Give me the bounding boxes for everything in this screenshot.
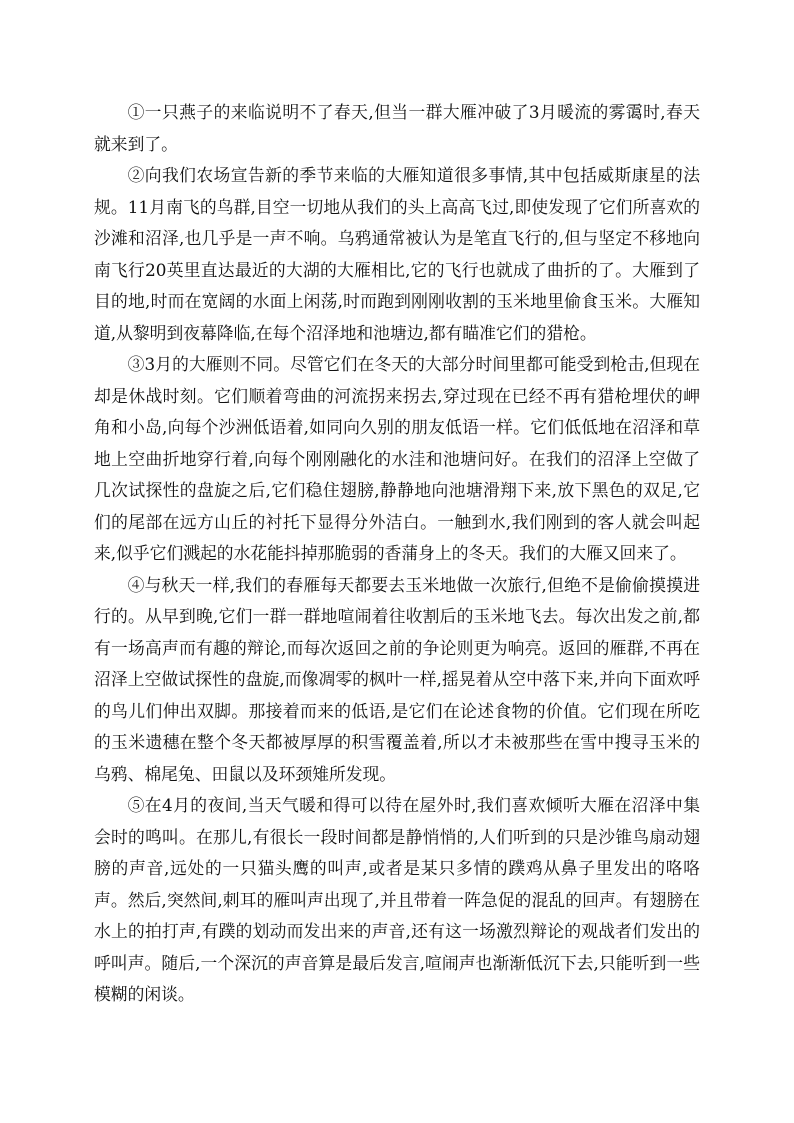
article-body [94,97,700,1011]
paragraph-1: ①一只燕子的来临说明不了春天,但当一群大雁冲破了3月暖流的雾霭时,春天就来到了。 [94,102,700,154]
paragraph-5: ⑤在4月的夜间,当天气暖和得可以待在屋外时,我们喜欢倾听大雁在沼泽中集会时的鸣叫。在那儿,有很长一段时间都是静悄悄的,人们听到的只是沙锥鸟扇动翅膀的声音,远处的一只猫头鹰的叫声,或者是某只多情的蹼鸡从鼻子里发出的咯咯声。然后,突然间,刺耳的雁叫声出现了,并且带着一阵急促的混乱的回声。有翅膀在水上的拍打声,有蹼的划动而发出来的声音,还有这一场激烈辩论的观战者们发出的呼叫声。随后,一个深沉的声音算是最后发言,喧闹声也渐渐低沉下去,只能听到一些模糊的闲谈。 [94,795,700,1004]
paragraph-3: ③3月的大雁则不同。尽管它们在冬天的大部分时间里都可能受到枪击,但现在却是休战时刻。它们顺着弯曲的河流拐来拐去,穿过现在已经不再有猎枪埋伏的岬角和小岛,向每个沙洲低语着,如同向久别的朋友低语一样。它们低低地在沼泽和草地上空曲折地穿行着,向每个刚刚融化的水洼和池塘问好。在我们的沼泽上空做了几次试探性的盘旋之后,它们稳住翅膀,静静地向池塘滑翔下来,放下黑色的双足,它们的尾部在远方山丘的衬托下显得分外洁白。一触到水,我们刚到的客人就会叫起来,似乎它们溅起的水花能抖掉那脆弱的香蒲身上的冬天。我们的大雁又回来了。 [94,354,700,563]
paragraph-4: ④与秋天一样,我们的春雁每天都要去玉米地做一次旅行,但绝不是偷偷摸摸进行的。从早到晚,它们一群一群地喧闹着往收割后的玉米地飞去。每次出发之前,都有一场高声而有趣的辩论,而每次返回之前的争论则更为响亮。返回的雁群,不再在沼泽上空做试探性的盘旋,而像凋零的枫叶一样,摇晃着从空中落下来,并向下面欢呼的鸟儿们伸出双脚。那接着而来的低语,是它们在论述食物的价值。它们现在所吃的玉米遗穗在整个冬天都被厚厚的积雪覆盖着,所以才未被那些在雪中搜寻玉米的乌鸦、棉尾兔、田鼠以及环颈雉所发现。 [94,574,700,784]
paragraph-2: ②向我们农场宣告新的季节来临的大雁知道很多事情,其中包括威斯康星的法规。11月南飞的鸟群,目空一切地从我们的头上高高飞过,即使发现了它们所喜欢的沙滩和沼泽,也几乎是一声不响。乌鸦通常被认为是笔直飞行的,但与坚定不移地向南飞行20英里直达最近的大湖的大雁相比,它的飞行也就成了曲折的了。大雁到了目的地,时而在宽阔的水面上闲荡,时而跑到刚刚收割的玉米地里偷食玉米。大雁知道,从黎明到夜幕降临,在每个沼泽地和池塘边,都有瞄准它们的猎枪。 [94,165,700,343]
